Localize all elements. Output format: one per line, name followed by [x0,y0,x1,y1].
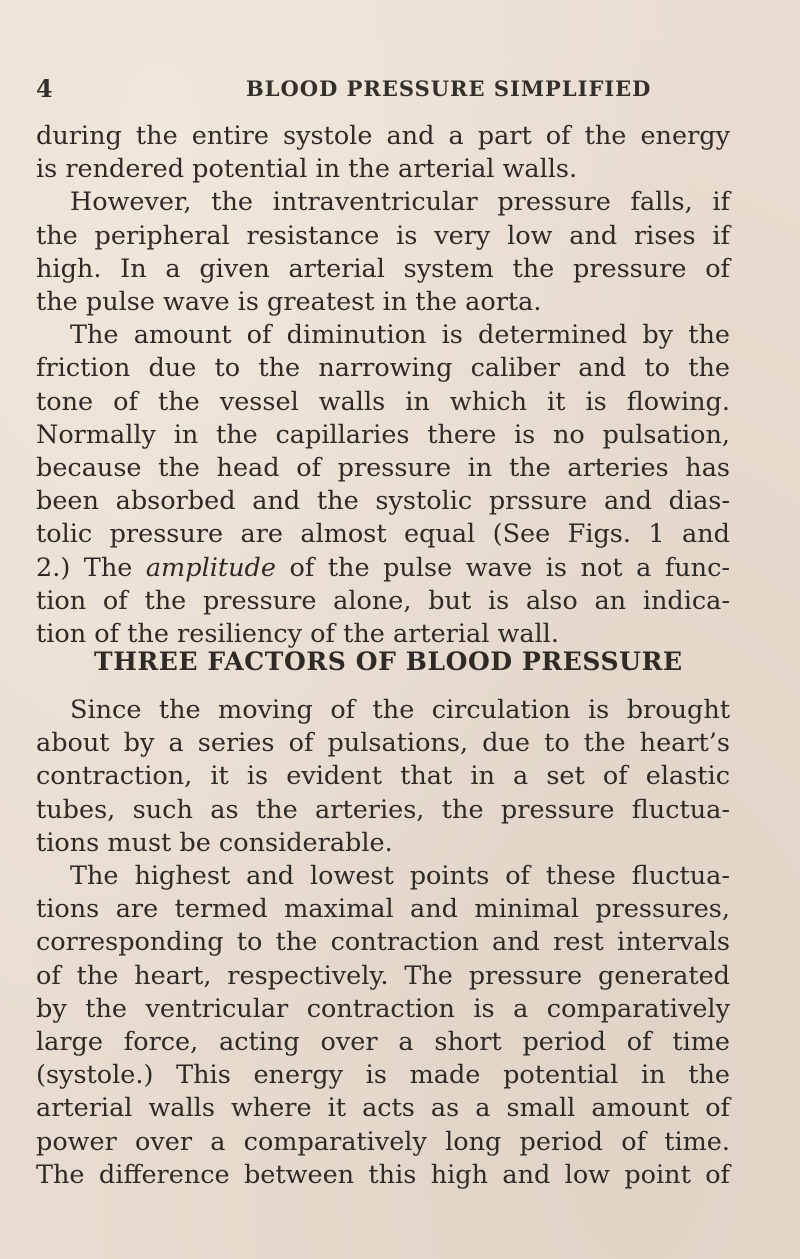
text-line: tions must be considerable. [36,827,393,858]
text-line: The amount of diminution is determined by the [70,320,730,351]
text-line: about by a series of pulsations, due to the heart’s [36,728,730,759]
text-line: contraction, it is evident that in a set of elastic [36,761,730,792]
text-line: is rendered potential in the arterial walls. [36,154,578,185]
text-line: high. In a given arterial system the pressure of [36,253,730,284]
text-line: Since the moving of the circulation is brought [70,695,730,725]
text-line: tubes, such as the arteries, the pressure fluctua- [36,794,730,825]
text-line: the peripheral resistance is very low and rises if [36,220,730,251]
text-line: The difference between this high and low point of [36,1159,730,1190]
text-fragment: 2.) The [36,552,146,583]
text-line: The highest and lowest points of these fluctua- [70,861,730,892]
text-line: (systole.) This energy is made potential in the [36,1060,730,1091]
running-head [36,66,736,106]
text-line: tion of the resiliency of the arterial wall. [36,619,559,650]
text-line: However, the intraventricular pressure falls, if [70,187,730,218]
text-line: tions are termed maximal and minimal pressures, [36,894,730,925]
text-fragment: of the pulse wave is not a func- [275,552,730,583]
text-line: by the ventricular contraction is a comparatively [36,993,730,1024]
text-line: during the entire systole and a part of the energy [36,121,730,151]
body-text-section-1 [36,120,730,651]
section-heading: THREE FACTORS OF BLOOD PRESSURE [94,647,683,676]
text-line: tone of the vessel walls in which it is flowing. [36,386,730,417]
text-line: of the heart, respectively. The pressure generated [36,960,730,991]
text-line: been absorbed and the systolic prssure and dias- [36,486,730,517]
text-line: large force, acting over a short period of time [36,1027,730,1058]
body-text-section-2 [36,694,730,1192]
text-line: because the head of pressure in the arteries has [36,453,730,484]
text-line: tolic pressure are almost equal (See Figs. 1 and [36,519,730,550]
running-head-title: BLOOD PRESSURE SIMPLIFIED [246,76,652,101]
page-number: 4 [36,74,54,103]
text-line: tion of the pressure alone, but is also an indica- [36,585,730,616]
text-line: power over a comparatively long period of time. [36,1126,730,1157]
italic-term: amplitude [145,552,276,583]
text-line-with-italic [36,552,730,585]
text-line: the pulse wave is greatest in the aorta. [36,287,542,318]
text-line: Normally in the capillaries there is no pulsation, [36,419,730,450]
text-line: corresponding to the contraction and rest intervals [36,927,730,958]
text-line: friction due to the narrowing caliber and to the [36,353,730,384]
text-line: arterial walls where it acts as a small amount of [36,1093,730,1124]
